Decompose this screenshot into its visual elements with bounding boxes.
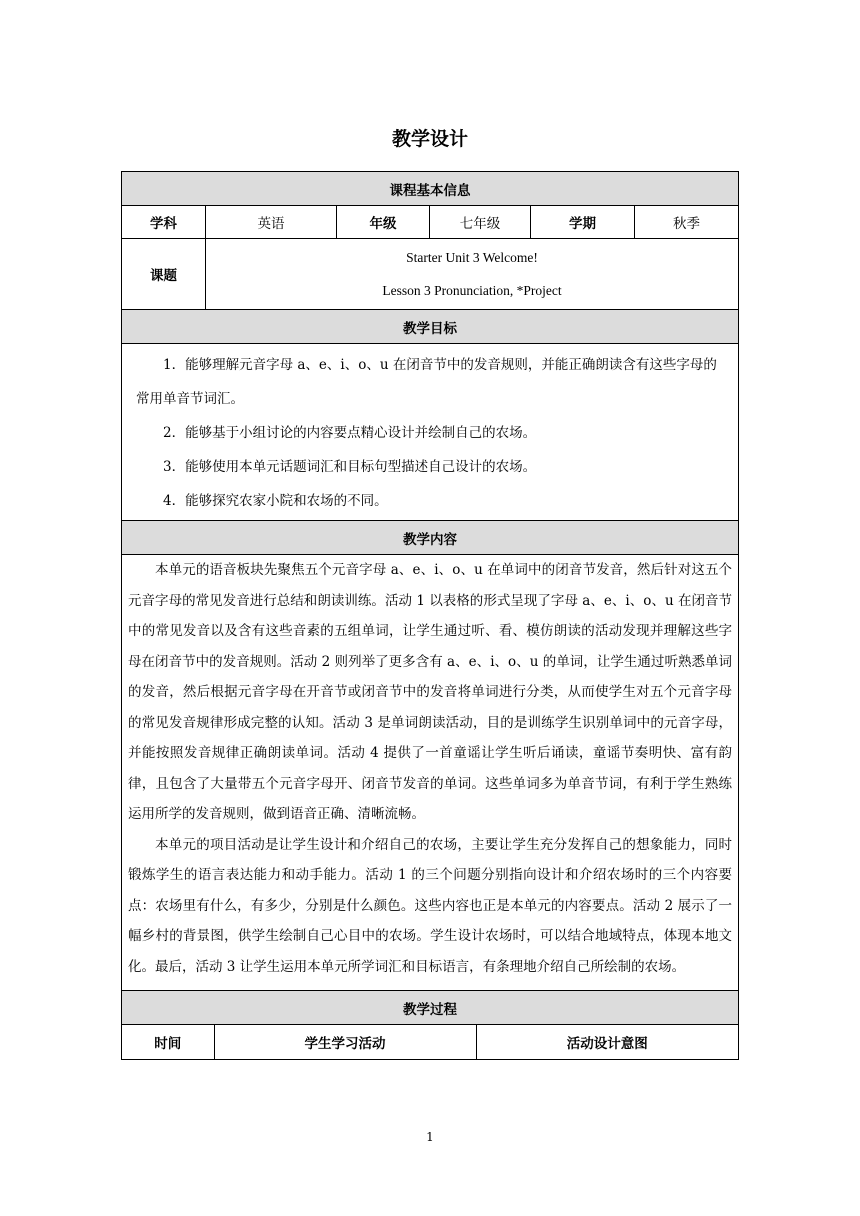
term-value: 秋季 [635, 206, 739, 239]
objectives-cell [122, 344, 739, 521]
objective-item: 3．能够使用本单元话题词汇和目标句型描述自己设计的农场。 [163, 459, 537, 475]
term-label: 学期 [531, 206, 635, 239]
page-number: 1 [426, 1130, 434, 1144]
topic-line-lesson: Lesson 3 Pronunciation, *Project [382, 283, 562, 298]
process-columns [122, 1025, 738, 1059]
content-header: 教学内容 [122, 521, 739, 555]
objective-item: 1．能够理解元音字母 a、e、i、o、u 在闭音节中的发音规则，并能正确朗读含有这些字母的常用单音节词汇。 [136, 357, 717, 407]
topic-line-unit: Starter Unit 3 Welcome! [406, 250, 538, 265]
objective-item: 2．能够基于小组讨论的内容要点精心设计并绘制自己的农场。 [163, 425, 537, 441]
col-intent: 活动设计意图 [566, 1036, 648, 1052]
topic-label: 课题 [122, 239, 206, 310]
course-info-header: 课程基本信息 [122, 172, 739, 206]
grade-label: 年级 [337, 206, 430, 239]
subject-value: 英语 [206, 206, 337, 239]
objectives-header: 教学目标 [122, 310, 739, 344]
subject-label: 学科 [122, 206, 206, 239]
topic-cell [206, 239, 739, 310]
document-title: 教学设计 [391, 128, 468, 150]
objective-item: 4．能够探究农家小院和农场的不同。 [163, 493, 388, 509]
grade-value: 七年级 [430, 206, 531, 239]
process-columns-row [122, 1025, 739, 1060]
content-paragraph-project: 本单元的项目活动是让学生设计和介绍自己的农场，主要让学生充分发挥自己的想象能力，同时锻炼学生的语言表达能力和动手能力。活动 1 的三个问题分别指向设计和介绍农场时的三个内容要点：农场里有什么，有多少，分别是什么颜色。这些内容也正是本单元的内容要点。活动 2 展示了一幅乡村的背景图，供学生绘制自己心目中的农场。学生设计农场时，可以结合地域特点，体现本地文化。最后，活动 3 让学生运用本单元所学词汇和目标语言，有条理地介绍自己所绘制的农场。 [128, 836, 733, 975]
content-paragraph-pronunciation: 本单元的语音板块先聚焦五个元音字母 a、e、i、o、u 在单词中的闭音节发音，然后针对这五个元音字母的常见发音进行总结和朗读训练。活动 1 以表格的形式呈现了字母 a、e、i、o、u 在闭音节中的常见发音以及含有这些音素的五组单词，让学生通过听、看、模仿朗读的活动发现并理解这些字母在闭音节中的发音规则。活动 2 则列举了更多含有 a、e、i、o、u 的单词，让学生通过听熟悉单词的发音，然后根据元音字母在开音节或闭音节中的发音将单词进行分类，从而使学生对五个元音字母的常见发音规律形成完整的认知。活动 3 是单词朗读活动，目的是训练学生识别单词中的元音字母，并能按照发音规律正确朗读单词。活动 4 提供了一首童谣让学生听后诵读，童谣节奏明快、富有韵律，且包含了大量带五个元音字母开、闭音节发音的单词。这些单词多为单音节词，有利于学生熟练运用所学的发音规则，做到语音正确、清晰流畅。 [128, 562, 733, 822]
process-header: 教学过程 [122, 991, 739, 1025]
lesson-plan-table [121, 171, 739, 1060]
content-cell [122, 555, 739, 991]
col-time: 时间 [122, 1025, 214, 1059]
col-activity: 学生学习活动 [214, 1025, 476, 1059]
